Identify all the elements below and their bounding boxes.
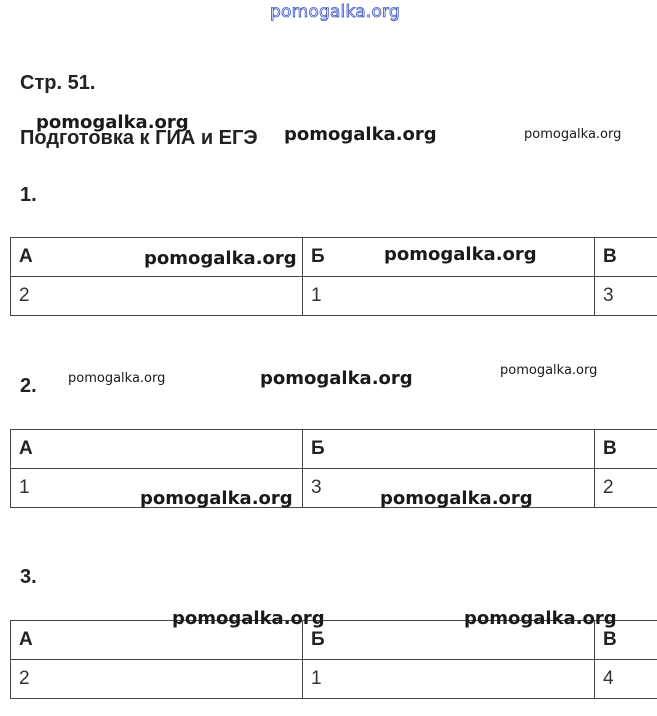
table-cell-a: 2 — [11, 660, 303, 699]
watermark: pomogalka.org — [380, 488, 533, 509]
table-cell-b: 1 — [303, 277, 595, 316]
watermark: pomogalka.org — [384, 244, 537, 265]
table-cell-b: 1 — [303, 660, 595, 699]
table-cell-b: 3 — [303, 469, 595, 508]
table-row — [11, 469, 657, 508]
table-header-cell-v: В — [595, 238, 657, 277]
watermark: pomogalka.org — [172, 608, 325, 629]
table-cell-a: 2 — [11, 277, 303, 316]
site-logo[interactable]: pomogalka.org — [270, 2, 400, 22]
table-cell-v: 3 — [595, 277, 657, 316]
section-subtitle: Подготовка к ГИА и ЕГЭ — [20, 127, 258, 149]
watermark: pomogalka.org — [500, 363, 598, 378]
table-header-cell-v: В — [595, 430, 657, 469]
table-header-cell-b: Б — [303, 621, 595, 660]
table-header-cell-v: В — [595, 621, 657, 660]
table-row — [11, 660, 657, 699]
table-header-row — [11, 238, 657, 277]
watermark: pomogalka.org — [524, 127, 622, 142]
table-header-cell-a: А — [11, 430, 303, 469]
table-header-cell-b: Б — [303, 238, 595, 277]
watermark: pomogalka.org — [36, 112, 189, 133]
table-header-cell-b: Б — [303, 430, 595, 469]
table-header-row — [11, 430, 657, 469]
task-number-1: 1. — [20, 184, 37, 206]
answer-table-3 — [10, 620, 657, 699]
table-cell-v: 4 — [595, 660, 657, 699]
table-cell-a: 1 — [11, 469, 303, 508]
watermark: pomogalka.org — [68, 371, 166, 386]
task-number-3: 3. — [20, 566, 37, 588]
table-header-cell-a: А — [11, 621, 303, 660]
watermark: pomogalka.org — [260, 368, 413, 389]
answer-table-1 — [10, 237, 657, 316]
table-header-cell-a: А — [11, 238, 303, 277]
answer-table-2 — [10, 429, 657, 508]
watermark: pomogalka.org — [284, 124, 437, 145]
table-header-row — [11, 621, 657, 660]
table-cell-v: 2 — [595, 469, 657, 508]
task-number-2: 2. — [20, 375, 37, 397]
table-row — [11, 277, 657, 316]
watermark: pomogalka.org — [144, 248, 297, 269]
page-title: Стр. 51. — [20, 72, 96, 94]
watermark: pomogalka.org — [464, 608, 617, 629]
watermark: pomogalka.org — [140, 488, 293, 509]
